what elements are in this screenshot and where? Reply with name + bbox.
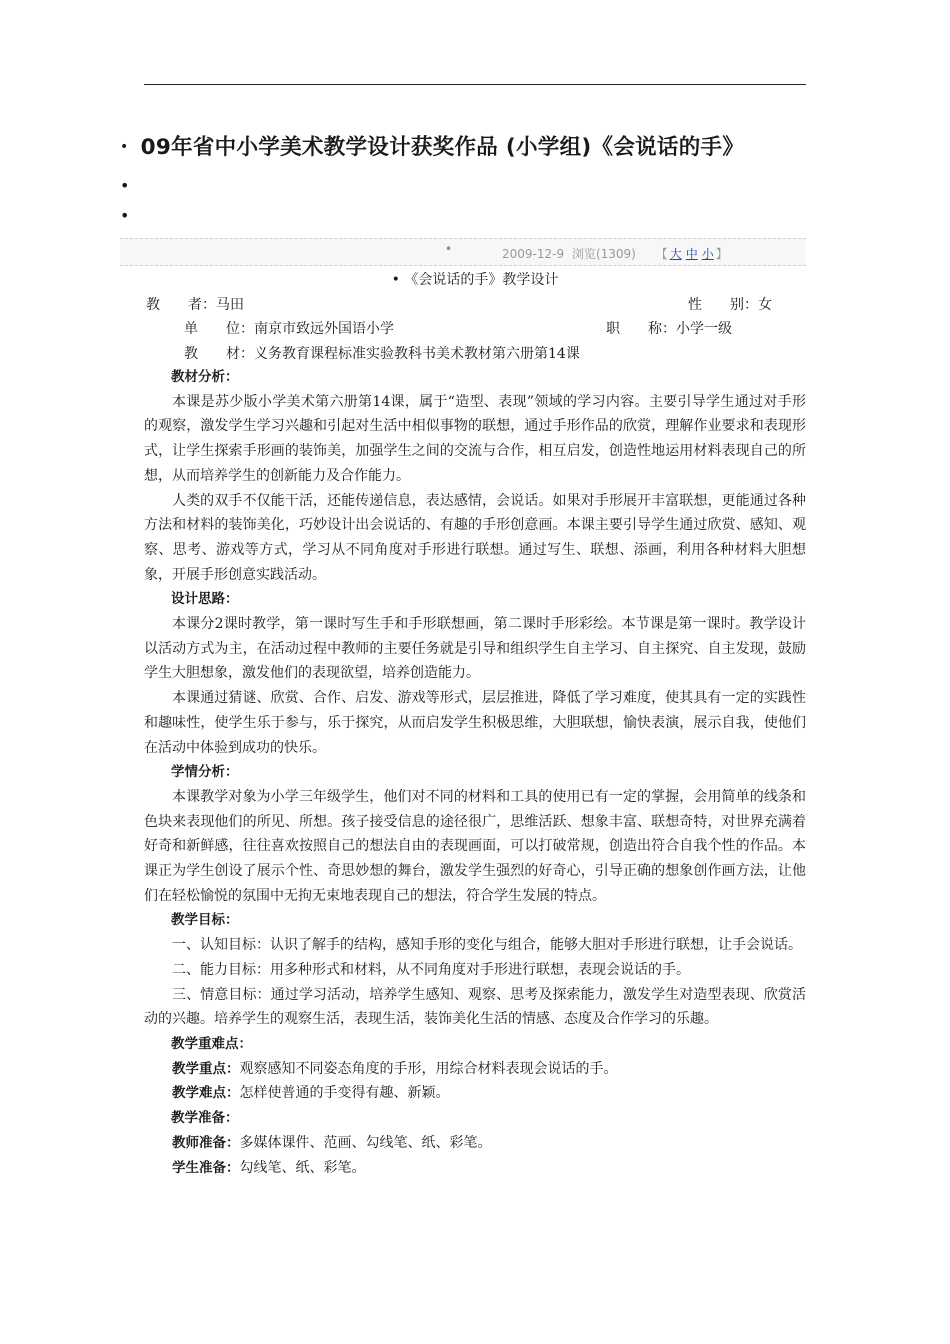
- analysis-paragraph: 本课是苏少版小学美术第六册第14课，属于“造型、表现”领域的学习内容。主要引导学生通过对手形的观察，激发学生学习兴趣和引起对生活中相似事物的联想，通过手形作品的欣赏，理解作业要求和表现形式，让学生探索手形画的装饰美，加强学生之间的交流与合作，相互启发，创造性地运用材料表现自己的所想，从而培养学生的创新能力及合作能力。: [144, 393, 806, 484]
- student-prep-line: [144, 1156, 806, 1181]
- teacher-prep-line: [144, 1131, 806, 1156]
- teacher-info: 教 者：马田: [146, 297, 244, 313]
- article-meta-bar: [120, 238, 806, 266]
- key-point-text: 观察感知不同姿态角度的手形，用综合材料表现会说话的手。: [239, 1060, 618, 1077]
- font-size-small-link[interactable]: 小: [701, 247, 714, 261]
- preparation-heading: 教学准备：: [171, 1110, 239, 1127]
- lesson-content: [144, 365, 806, 1180]
- analysis-heading: 教材分析：: [171, 369, 239, 385]
- empty-list-bullet: •: [120, 206, 130, 225]
- material-info: 教 材：义务教育课程标准实验教科书美术教材第六册第14课: [184, 346, 580, 362]
- goal-item: 二、能力目标：用多种形式和材料，从不同角度对手形进行联想，表现会说话的手。: [172, 961, 690, 978]
- article-title[interactable]: 09年省中小学美术教学设计获奖作品 (小学组)《会说话的手》: [140, 135, 745, 160]
- difficulty-text: 怎样使普通的手变得有趣、新颖。: [239, 1085, 450, 1102]
- font-size-bracket-open: 【: [655, 247, 668, 261]
- students-heading: 学情分析：: [171, 764, 239, 781]
- design-subtitle: • 《会说话的手》教学设计: [391, 272, 559, 288]
- student-prep-text: 勾线笔、纸、彩笔。: [239, 1159, 366, 1176]
- difficulty-line: [144, 1081, 806, 1106]
- design-paragraph: 本课分2课时教学，第一课时写生手和手形联想画，第二课时手形彩绘。本节课是第一课时。教学设计以活动方式为主，在活动过程中教师的主要任务就是引导和组织学生自主学习、自主探究、自主发现，鼓励学生大胆想象，激发他们的表现欲望，培养创造能力。: [144, 616, 806, 682]
- key-point-label: 教学重点：: [172, 1060, 240, 1077]
- article-title-row[interactable]: [120, 130, 840, 161]
- teacher-prep-text: 多媒体课件、范画、勾线笔、纸、彩笔。: [239, 1134, 492, 1151]
- goal-item: 三、情意目标：通过学习活动，培养学生感知、观察、思考及探索能力，激发学生对造型表现、欣赏活动的兴趣。培养学生的观察生活，表现生活，装饰美化生活的情感、态度及合作学习的乐趣。: [144, 986, 806, 1028]
- meta-bullet: •: [445, 242, 453, 256]
- teacher-prep-label: 教师准备：: [172, 1134, 240, 1151]
- student-prep-label: 学生准备：: [172, 1159, 240, 1176]
- key-point-line: [144, 1057, 806, 1082]
- design-heading: 设计思路：: [171, 591, 239, 608]
- analysis-paragraph: 人类的双手不仅能干活，还能传递信息，表达感情，会说话。如果对手形展开丰富联想，更能通过各种方法和材料的装饰美化，巧妙设计出会说话的、有趣的手形创意画。本课主要引导学生通过欣赏、感知、观察、思考、游戏等方式，学习从不同角度对手形进行联想。通过写生、联想、添画，利用各种材料大胆想象，开展手形创意实践活动。: [144, 492, 806, 583]
- unit-info: 单 位：南京市致远外国语小学: [184, 321, 394, 337]
- top-divider: [144, 84, 806, 85]
- students-paragraph: 本课教学对象为小学三年级学生，他们对不同的材料和工具的使用已有一定的掌握，会用简单的线条和色块来表现他们的所见、所想。孩子接受信息的途径很广，思维活跃、想象丰富、联想奇特，对世界充满着好奇和新鲜感，往往喜欢按照自己的想法自由的表现画面，可以打破常规，创造出符合自我个性的作品。本课正为学生创设了展示个性、奇思妙想的舞台，激发学生强烈的好奇心，引导正确的想象创作画方法，让他们在轻松愉悦的氛围中无拘无束地表现自己的想法，符合学生发展的特点。: [144, 788, 806, 904]
- font-size-large-link[interactable]: 大: [669, 247, 682, 261]
- font-size-medium-link[interactable]: 中: [685, 247, 698, 261]
- goals-heading: 教学目标：: [171, 912, 239, 929]
- post-date: 2009-12-9: [502, 247, 565, 261]
- key-points-heading: 教学重难点：: [171, 1035, 252, 1052]
- view-count: 浏览(1309): [571, 247, 636, 261]
- goal-item: 一、认知目标：认识了解手的结构，感知手形的变化与组合，能够大胆对手形进行联想，让手会说话。: [172, 937, 802, 954]
- empty-list-bullet: •: [120, 176, 130, 195]
- title-bullet: •: [120, 139, 129, 155]
- difficulty-label: 教学难点：: [172, 1085, 240, 1102]
- font-size-bracket-close: 】: [715, 247, 728, 261]
- gender-info: 性 别：女: [688, 297, 772, 313]
- job-title-info: 职 称：小学一级: [606, 321, 732, 337]
- design-paragraph: 本课通过猜谜、欣赏、合作、启发、游戏等形式，层层推进，降低了学习难度，使其具有一定的实践性和趣味性，使学生乐于参与，乐于探究，从而启发学生积极思维，大胆联想，愉快表演，展示自我，使他们在活动中体验到成功的快乐。: [144, 690, 806, 756]
